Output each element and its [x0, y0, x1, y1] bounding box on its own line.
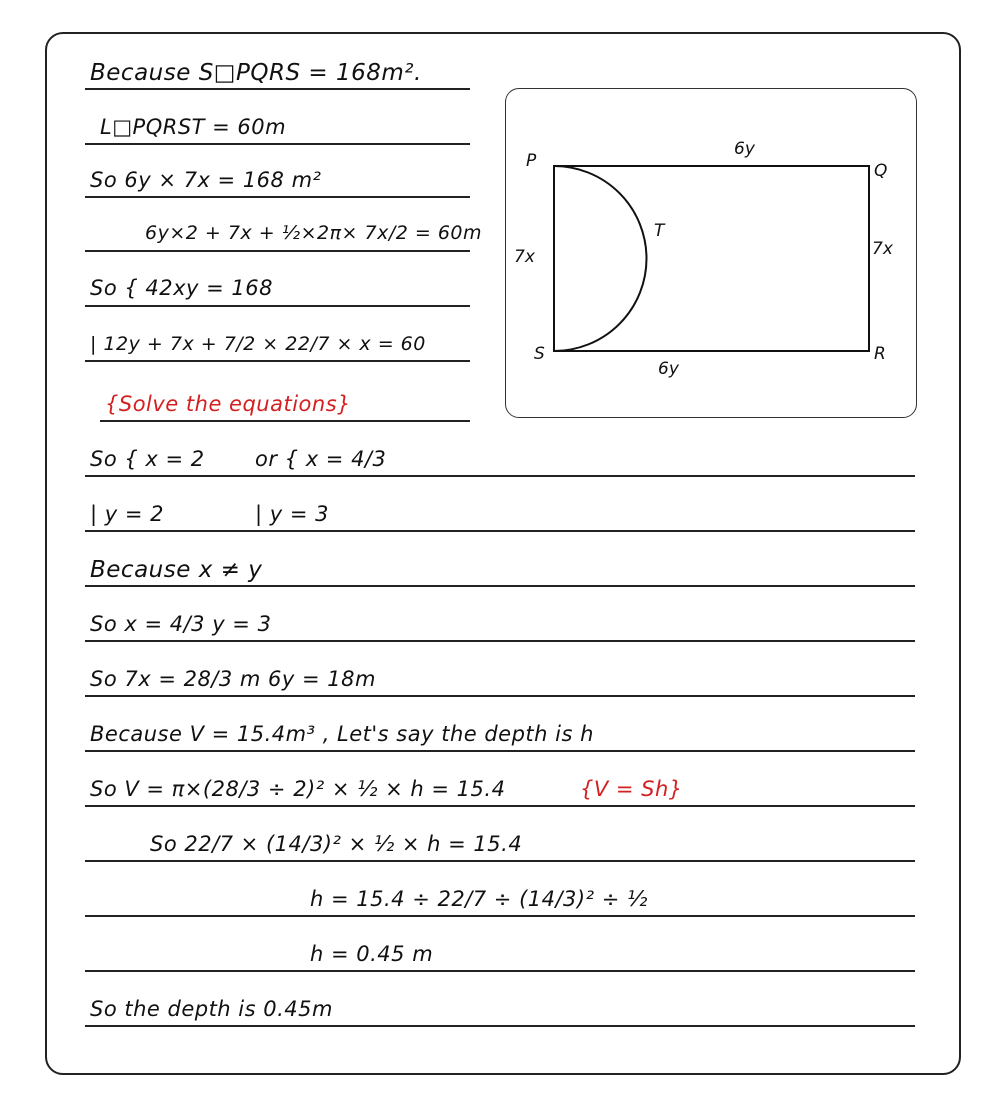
note-solve-equations: {Solve the equations}	[105, 392, 351, 416]
rule-line	[85, 143, 470, 145]
line-area-equation: So 6y × 7x = 168 m²	[90, 168, 322, 192]
rule-line	[85, 695, 915, 697]
rule-line	[85, 805, 915, 807]
rule-line	[85, 305, 470, 307]
semicircle-pts	[554, 166, 647, 351]
line-conclusion: So the depth is 0.45m	[90, 997, 333, 1021]
line-h-result: h = 0.45 m	[310, 942, 434, 966]
rule-line	[85, 585, 915, 587]
rule-line	[85, 88, 470, 90]
line-solution-2a: or { x = 4/3	[255, 447, 387, 471]
line-because-area: Because S□PQRS = 168m².	[90, 60, 422, 86]
rule-line	[85, 640, 915, 642]
line-volume-equation: So V = π×(28/3 ÷ 2)² × ½ × h = 15.4	[90, 777, 506, 801]
rule-line	[85, 860, 915, 862]
label-s: S	[534, 344, 545, 364]
line-perimeter-equation: 6y×2 + 7x + ½×2π× 7x/2 = 60m	[145, 222, 482, 244]
line-h-expression: h = 15.4 ÷ 22/7 ÷ (14/3)² ÷ ½	[310, 887, 648, 911]
line-perimeter: L□PQRST = 60m	[100, 115, 287, 139]
rule-line	[85, 360, 470, 362]
rule-line	[85, 750, 915, 752]
rule-line	[85, 475, 915, 477]
line-solution-1b: | y = 2	[90, 502, 164, 526]
rectangle-semicircle-figure	[506, 89, 918, 419]
shape-diagram	[505, 88, 917, 418]
rule-line	[85, 530, 915, 532]
rule-line	[85, 250, 470, 252]
rule-line	[85, 1025, 915, 1027]
label-q: Q	[874, 161, 888, 181]
line-system-1: So { 42xy = 168	[90, 276, 273, 300]
label-right-7x: 7x	[872, 239, 893, 259]
label-left-7x: 7x	[514, 247, 535, 267]
rule-line	[85, 196, 470, 198]
label-r: R	[874, 344, 886, 364]
label-bottom-6y: 6y	[658, 359, 679, 379]
label-p: P	[526, 151, 537, 171]
note-volume-formula: {V = Sh}	[580, 777, 683, 801]
line-dimensions: So 7x = 28/3 m 6y = 18m	[90, 667, 376, 691]
label-t: T	[654, 221, 665, 241]
line-solution-2b: | y = 3	[255, 502, 329, 526]
rule-line	[85, 915, 915, 917]
line-because-volume: Because V = 15.4m³ , Let's say the depth is h	[90, 722, 594, 746]
line-volume-substituted: So 22/7 × (14/3)² × ½ × h = 15.4	[150, 832, 523, 856]
line-system-2: | 12y + 7x + 7/2 × 22/7 × x = 60	[90, 333, 426, 355]
rule-line	[100, 420, 470, 422]
label-top-6y: 6y	[734, 139, 755, 159]
line-solution-1a: So { x = 2	[90, 447, 205, 471]
line-because-x-ne-y: Because x ≠ y	[90, 557, 263, 583]
line-x-y-values: So x = 4/3 y = 3	[90, 612, 272, 636]
rule-line	[85, 970, 915, 972]
rectangle-pqrs	[554, 166, 869, 351]
